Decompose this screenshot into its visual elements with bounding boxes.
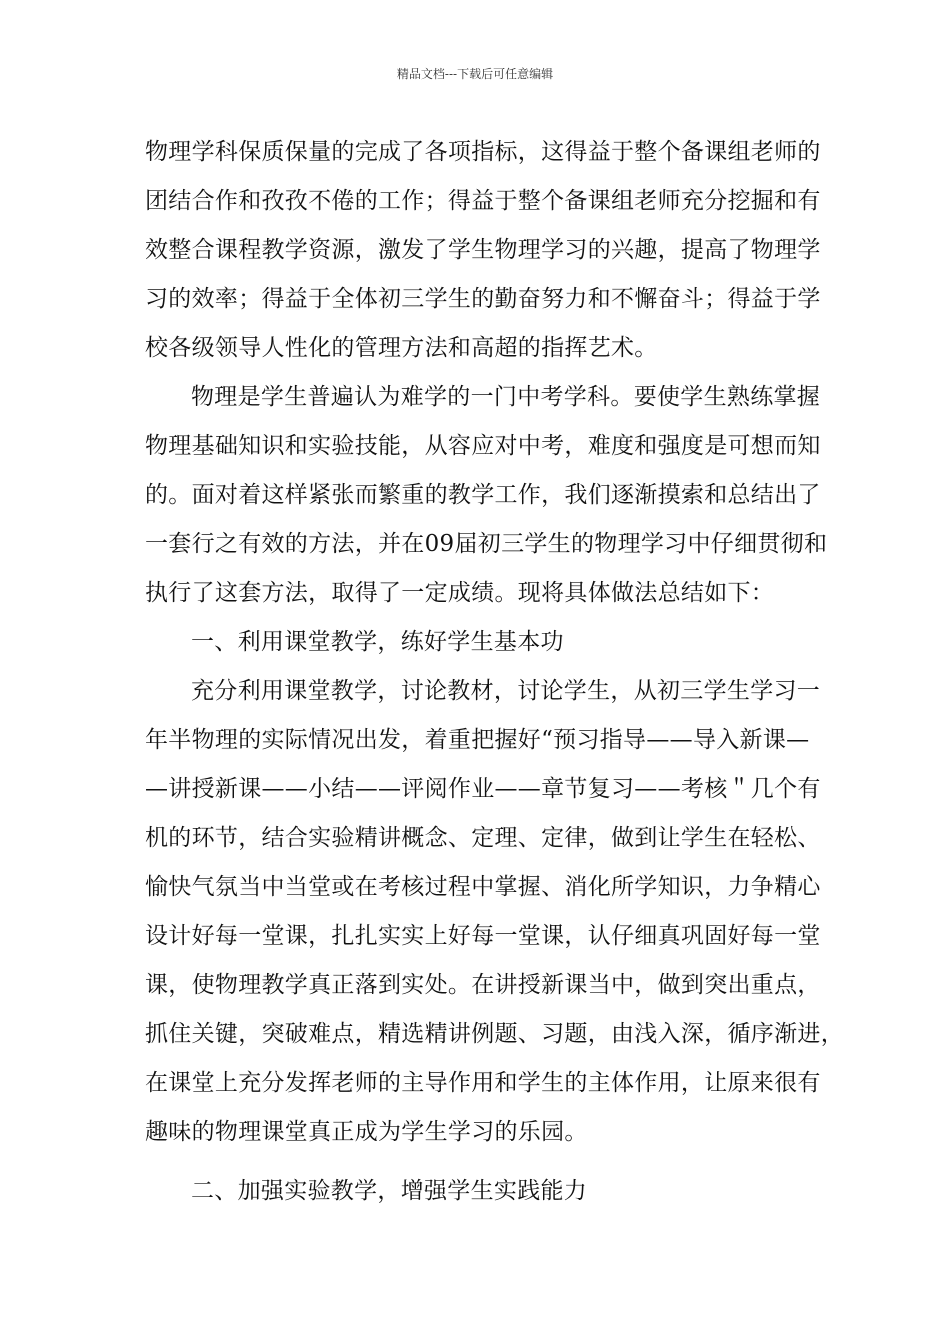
text-line: 设计好每一堂课，扎扎实实上好每一堂课，认仔细真巩固好每一堂 <box>145 923 821 949</box>
text-line: 效整合课程教学资源，激发了学生物理学习的兴趣，提高了物理学 <box>145 237 821 263</box>
text-line: 年半物理的实际情况出发，着重把握好“预习指导——导入新课— <box>145 727 810 753</box>
text-line: 愉快气氛当中当堂或在考核过程中掌握、消化所学知识，力争精心 <box>145 874 821 900</box>
text-line: 的。面对着这样紧张而繁重的教学工作，我们逐渐摸索和总结出了 <box>145 482 821 508</box>
body-text <box>145 132 844 1220</box>
text-line: 团结合作和孜孜不倦的工作；得益于整个备课组老师充分挖掘和有 <box>145 188 821 214</box>
text-line: 趣味的物理课堂真正成为学生学习的乐园。 <box>145 1119 588 1145</box>
section-heading: 一、利用课堂教学，练好学生基本功 <box>191 629 564 655</box>
text-line: 执行了这套方法，取得了一定成绩。现将具体做法总结如下： <box>145 580 775 606</box>
text-line: 习的效率；得益于全体初三学生的勤奋努力和不懈奋斗；得益于学 <box>145 286 821 312</box>
text-line: 一套行之有效的方法，并在09届初三学生的物理学习中仔细贯彻和 <box>145 531 828 557</box>
text-line: 校各级领导人性化的管理方法和高超的指挥艺术。 <box>145 335 658 361</box>
text-line: 物理基础知识和实验技能，从容应对中考，难度和强度是可想而知 <box>145 433 821 459</box>
text-line: 在课堂上充分发挥老师的主导作用和学生的主体作用，让原来很有 <box>145 1070 821 1096</box>
section-heading: 二、加强实验教学，增强学生实践能力 <box>191 1178 588 1204</box>
text-line: 机的环节，结合实验精讲概念、定理、定律，做到让学生在轻松、 <box>145 825 821 851</box>
text-line: 课，使物理教学真正落到实处。在讲授新课当中，做到突出重点， <box>145 972 821 998</box>
page-header: 精品文档---下载后可任意编辑 <box>396 67 554 81</box>
paragraph-first-line: 物理是学生普遍认为难学的一门中考学科。要使学生熟练掌握 <box>191 384 821 410</box>
text-line: —讲授新课——小结——评阅作业——章节复习——考核＂几个有 <box>145 776 821 802</box>
text-line: 物理学科保质保量的完成了各项指标，这得益于整个备课组老师的 <box>145 139 821 165</box>
paragraph-first-line: 充分利用课堂教学，讨论教材，讨论学生，从初三学生学习一 <box>191 678 821 704</box>
text-line: 抓住关键，突破难点，精选精讲例题、习题，由浅入深，循序渐进， <box>145 1021 844 1047</box>
